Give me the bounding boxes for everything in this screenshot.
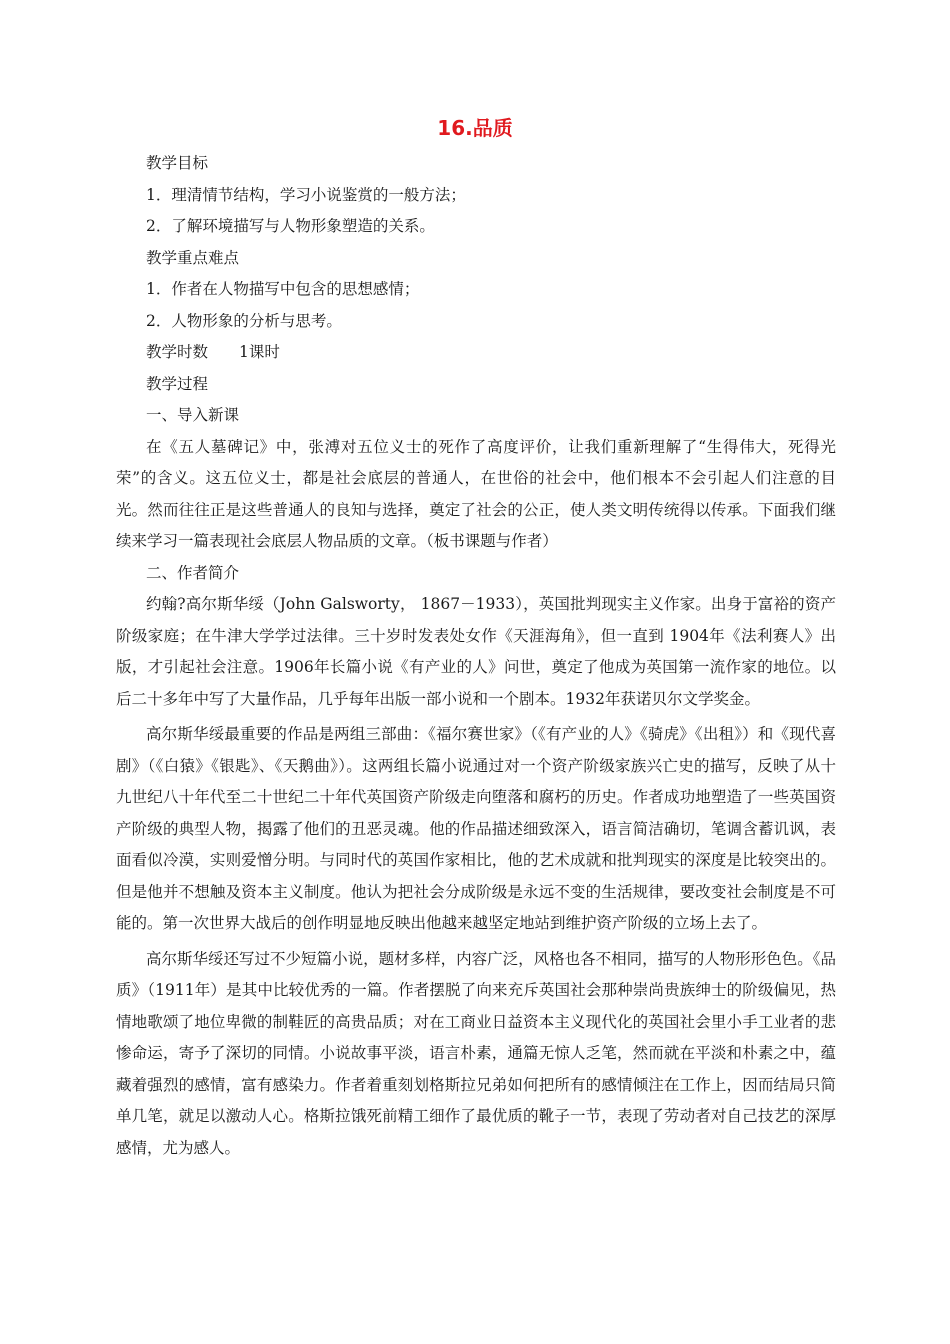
objectives-heading: 教学目标 [146, 154, 209, 172]
author-paragraph: 高尔斯华绥最重要的作品是两组三部曲：《福尔赛世家》（《有产业的人》《骑虎》《出租》）和《现代喜剧》（《白猿》《银匙》、《天鹅曲》）。这两组长篇小说通过对一个资产阶级家族兴亡史的描写，反映了从十九世纪八十年代至二十世纪二十年代英国资产阶级走向堕落和腐朽的历史。作者成功地塑造了一些英国资产阶级的典型人物，揭露了他们的丑恶灵魂。他的作品描述细致深入，语言简洁确切，笔调含蓄讥讽，表面看似冷漠，实则爱憎分明。与同时代的英国作家相比，他的艺术成就和批判现实的深度是比较突出的。但是他并不想触及资本主义制度。他认为把社会分成阶级是永远不变的生活规律，要改变社会制度是不可能的。第一次世界大战后的创作明显地反映出他越来越坚定地站到维护资产阶级的立场上去了。 [116, 725, 836, 932]
document-body [116, 148, 836, 1164]
objective-item: 2．了解环境描写与人物形象塑造的关系。 [146, 217, 435, 235]
process-heading: 教学过程 [146, 374, 209, 393]
page-title: 16.品质 [437, 116, 513, 140]
objective-item: 1．理清情节结构，学习小说鉴赏的一般方法； [146, 185, 466, 204]
author-paragraph: 约翰?高尔斯华绥（John Galsworty， 1867－1933），英国批判现实主义作家。出身于富裕的资产阶级家庭；在牛津大学学过法律。三十岁时发表处女作《天涯海角》，但一直到 1904年《法利赛人》出版，才引起社会注意。1906年长篇小说《有产业的人》问世，奠定了他成为英国第一流作家的地位。以后二十多年中写了大量作品，几乎每年出版一部小说和一个剧本。1932年获诺贝尔文学奖金。 [116, 595, 836, 708]
intro-paragraph: 在《五人墓碑记》中，张溥对五位义士的死作了高度评价，让我们重新理解了“生得伟大，死得光荣”的含义。这五位义士，都是社会底层的普通人，在世俗的社会中，他们根本不会引起人们注意的目光。然而往往正是这些普通人的良知与选择，奠定了社会的公正，使人类文明传统得以传承。下面我们继续来学习一篇表现社会底层人物品质的文章。（板书课题与作者） [116, 437, 836, 550]
key-point-item: 1．作者在人物描写中包含的思想感情； [146, 280, 420, 298]
teaching-hours: 教学时数 1课时 [146, 343, 280, 361]
section-heading-intro: 一、导入新课 [146, 406, 240, 424]
key-point-item: 2．人物形象的分析与思考。 [146, 311, 342, 330]
author-paragraph: 高尔斯华绥还写过不少短篇小说，题材多样，内容广泛，风格也各不相同，描写的人物形形色色。《品质》（1911年）是其中比较优秀的一篇。作者摆脱了向来充斥英国社会那种崇尚贵族绅士的阶级偏见，热情地歌颂了地位卑微的制鞋匠的高贵品质；对在工商业日益资本主义现代化的英国社会里小手工业者的悲惨命运，寄予了深切的同情。小说故事平淡，语言朴素，通篇无惊人乏笔，然而就在平淡和朴素之中，蕴藏着强烈的感情，富有感染力。作者着重刻划格斯拉兄弟如何把所有的感情倾注在工作上，因而结局只简单几笔，就足以激动人心。格斯拉饿死前精工细作了最优质的靴子一节，表现了劳动者对自己技艺的深厚感情，尤为感人。 [116, 949, 836, 1157]
section-heading-author: 二、作者简介 [146, 563, 240, 582]
key-points-heading: 教学重点难点 [146, 248, 240, 267]
